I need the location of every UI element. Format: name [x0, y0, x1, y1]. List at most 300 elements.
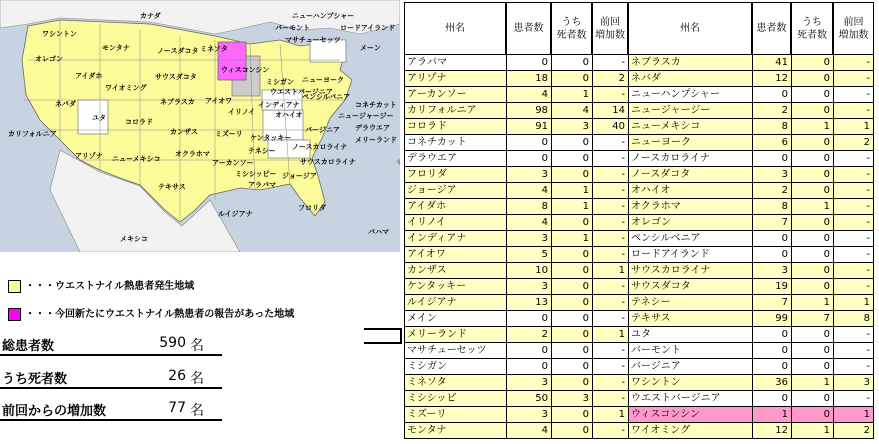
right-patients-cell: 3 — [752, 263, 791, 279]
left-state-name-cell: アイオワ — [404, 247, 506, 263]
left-patients-cell: 2 — [506, 327, 551, 343]
left-inc-cell: - — [592, 343, 628, 359]
map-label: バージニア — [305, 126, 340, 134]
right-patients-cell: 0 — [752, 391, 791, 407]
right-inc-cell: 1 — [833, 119, 874, 135]
right-inc-cell: - — [833, 263, 874, 279]
right-inc-cell: 1 — [833, 295, 874, 311]
right-state-name-cell: ウィスコンシン — [628, 407, 752, 423]
map-label: ウィスコンシン — [221, 66, 270, 74]
left-deaths-cell: 0 — [551, 311, 592, 327]
left-inc-cell: - — [592, 55, 628, 71]
right-state-name-cell: テキサス — [628, 311, 752, 327]
left-deaths-cell: 1 — [551, 231, 592, 247]
left-deaths-cell: 0 — [551, 423, 592, 439]
right-state-name-cell: ウエストバージニア — [628, 391, 752, 407]
left-state-name-cell: ルイジアナ — [404, 295, 506, 311]
map-label: バーモント — [275, 24, 310, 32]
right-state-name-cell: ペンシルベニア — [628, 231, 752, 247]
map-label: サウスダコタ — [155, 73, 197, 81]
left-patients-cell: 98 — [506, 103, 551, 119]
right-patients-cell: 1 — [752, 407, 791, 423]
map-label: ワイオミング — [105, 84, 147, 92]
map-label: ニューハンプシャー — [292, 12, 355, 20]
map-label: メーン — [360, 44, 381, 52]
left-deaths-cell: 0 — [551, 359, 592, 375]
right-patients-cell: 41 — [752, 55, 791, 71]
header-increase-right — [833, 2, 874, 55]
left-patients-cell: 4 — [506, 423, 551, 439]
table-row — [404, 311, 874, 327]
right-inc-cell: 3 — [833, 375, 874, 391]
map-label: オハイオ — [275, 111, 303, 119]
right-patients-cell: 7 — [752, 215, 791, 231]
map-label: コネチカット — [355, 101, 397, 109]
table-row — [404, 327, 874, 343]
right-deaths-cell: 0 — [791, 343, 833, 359]
right-deaths-cell: 7 — [791, 311, 833, 327]
header-patients-text: 患者数 — [756, 23, 787, 34]
left-patients-cell: 18 — [506, 71, 551, 87]
map-label: オレゴン — [35, 55, 63, 63]
table-row — [404, 247, 874, 263]
left-deaths-cell: 0 — [551, 279, 592, 295]
map-label: テキサス — [158, 183, 186, 191]
right-inc-cell: - — [833, 343, 874, 359]
map-label: ミシガン — [266, 78, 294, 86]
table-row — [404, 343, 874, 359]
left-state-name-cell: ミズーリ — [404, 407, 506, 423]
right-state-name-cell: ノースカロライナ — [628, 151, 752, 167]
map-label: ワシントン — [42, 30, 77, 38]
map-label: ニューヨーク — [302, 76, 344, 84]
map-label: ニュージャージー — [338, 112, 394, 120]
right-inc-cell: - — [833, 167, 874, 183]
right-inc-cell: - — [833, 359, 874, 375]
right-state-name-cell: ニューヨーク — [628, 135, 752, 151]
right-deaths-cell: 0 — [791, 103, 833, 119]
right-patients-cell: 0 — [752, 87, 791, 103]
left-deaths-cell: 1 — [551, 199, 592, 215]
right-deaths-cell: 0 — [791, 359, 833, 375]
table-row — [404, 119, 874, 135]
right-patients-cell: 3 — [752, 167, 791, 183]
left-inc-cell: 1 — [592, 263, 628, 279]
right-inc-cell: 2 — [833, 423, 874, 439]
summary-unit: 名 — [190, 403, 204, 419]
left-inc-cell: - — [592, 423, 628, 439]
summary-deaths — [0, 365, 222, 389]
right-state-name-cell: バーモント — [628, 343, 752, 359]
map-label: モンタナ — [102, 44, 130, 52]
right-state-name-cell: オクラホマ — [628, 199, 752, 215]
right-patients-cell: 0 — [752, 151, 791, 167]
map-label: コロラド — [125, 118, 153, 126]
left-patients-cell: 0 — [506, 343, 551, 359]
right-deaths-cell: 1 — [791, 119, 833, 135]
right-patients-cell: 8 — [752, 119, 791, 135]
map-label: アーカンソー — [212, 159, 254, 167]
left-inc-cell: 2 — [592, 71, 628, 87]
right-deaths-cell: 1 — [791, 423, 833, 439]
left-state-name-cell: インディアナ — [404, 231, 506, 247]
right-inc-cell: - — [833, 391, 874, 407]
right-inc-cell: 1 — [833, 407, 874, 423]
summary-label: 総患者数 — [2, 339, 55, 354]
left-patients-cell: 0 — [506, 311, 551, 327]
right-inc-cell: - — [833, 215, 874, 231]
left-inc-cell: - — [592, 295, 628, 311]
left-inc-cell: 40 — [592, 119, 628, 135]
left-inc-cell: - — [592, 359, 628, 375]
left-inc-cell: - — [592, 135, 628, 151]
left-inc-cell: - — [592, 215, 628, 231]
left-inc-cell: - — [592, 199, 628, 215]
left-patients-cell: 3 — [506, 407, 551, 423]
left-inc-cell: - — [592, 231, 628, 247]
right-patients-cell: 36 — [752, 375, 791, 391]
right-deaths-cell: 0 — [791, 279, 833, 295]
right-state-name-cell: ユタ — [628, 327, 752, 343]
map-label: ノースカロライナ — [292, 143, 348, 151]
right-deaths-cell: 0 — [791, 135, 833, 151]
right-state-name-cell: サウスダコタ — [628, 279, 752, 295]
left-deaths-cell: 0 — [551, 167, 592, 183]
left-deaths-cell: 0 — [551, 151, 592, 167]
left-deaths-cell: 3 — [551, 119, 592, 135]
map-label: ノースダコタ — [157, 47, 199, 55]
left-patients-cell: 3 — [506, 167, 551, 183]
left-inc-cell: 1 — [592, 407, 628, 423]
state-table — [404, 2, 874, 440]
left-state-name-cell: カンザス — [404, 263, 506, 279]
right-state-name-cell: サウスカロライナ — [628, 263, 752, 279]
summary-value: 26 — [168, 368, 186, 384]
left-patients-cell: 3 — [506, 279, 551, 295]
left-patients-cell: 4 — [506, 215, 551, 231]
right-state-name-cell: ネバダ — [628, 71, 752, 87]
right-inc-cell: - — [833, 247, 874, 263]
header-deaths-left — [551, 2, 592, 55]
header-increase-top: 前回 — [843, 16, 864, 28]
right-patients-cell: 0 — [752, 231, 791, 247]
right-deaths-cell: 0 — [791, 151, 833, 167]
summary-total-patients — [0, 332, 222, 356]
left-state-name-cell: メリーランド — [404, 327, 506, 343]
map-label: メキシコ — [120, 235, 148, 243]
right-inc-cell: - — [833, 87, 874, 103]
left-deaths-cell: 0 — [551, 343, 592, 359]
right-deaths-cell: 0 — [791, 55, 833, 71]
connector-bracket — [364, 328, 402, 344]
map-label: フロリダ — [298, 204, 326, 212]
header-increase-top: 前回 — [600, 16, 620, 28]
legend-magenta-text: ・・・今回新たにウエストナイル熱患者の報告があった地域 — [25, 309, 295, 320]
right-state-name-cell: オハイオ — [628, 183, 752, 199]
map-label: ミネソタ — [200, 45, 228, 53]
right-state-name-cell: ワイオミング — [628, 423, 752, 439]
table-row — [404, 375, 874, 391]
legend-swatch-yellow — [8, 280, 21, 293]
legend-magenta — [8, 305, 294, 321]
right-deaths-cell: 0 — [791, 391, 833, 407]
map-label: インディアナ — [258, 101, 300, 109]
right-patients-cell: 19 — [752, 279, 791, 295]
left-patients-cell: 91 — [506, 119, 551, 135]
left-state-name-cell: デラウエア — [404, 151, 506, 167]
header-deaths-top: うち — [561, 16, 582, 28]
map-label: ウエストバージニア — [270, 88, 333, 96]
left-state-name-cell: カリフォルニア — [404, 103, 506, 119]
right-deaths-cell: 0 — [791, 183, 833, 199]
map-label: テネシー — [248, 147, 276, 155]
table-row — [404, 87, 874, 103]
map-label: ミズーリ — [215, 130, 243, 138]
left-deaths-cell: 0 — [551, 407, 592, 423]
left-inc-cell: 14 — [592, 103, 628, 119]
header-state-right — [628, 2, 752, 55]
table-row — [404, 151, 874, 167]
table-row — [404, 71, 874, 87]
left-deaths-cell: 0 — [551, 327, 592, 343]
header-state-text: 州名 — [445, 23, 465, 34]
left-patients-cell: 0 — [506, 151, 551, 167]
right-patients-cell: 12 — [752, 423, 791, 439]
summary-unit: 名 — [190, 371, 204, 387]
right-state-name-cell: テネシー — [628, 295, 752, 311]
map-label: ルイジアナ — [218, 210, 253, 218]
left-state-name-cell: アーカンソー — [404, 87, 506, 103]
left-deaths-cell: 0 — [551, 295, 592, 311]
right-deaths-cell: 0 — [791, 215, 833, 231]
map-label: カナダ — [140, 12, 161, 20]
map-label: ロードアイランド — [340, 24, 396, 32]
legend-yellow-text: ・・・ウエストナイル熱患者発生地域 — [25, 281, 195, 292]
map-label: マサチューセッツ — [285, 36, 341, 44]
right-inc-cell: - — [833, 199, 874, 215]
right-state-name-cell: ニューハンプシャー — [628, 87, 752, 103]
right-deaths-cell: 0 — [791, 87, 833, 103]
table-row — [404, 167, 874, 183]
left-state-name-cell: ケンタッキー — [404, 279, 506, 295]
right-inc-cell: - — [833, 55, 874, 71]
summary-increase — [0, 397, 222, 421]
left-inc-cell: - — [592, 391, 628, 407]
right-state-name-cell: ニューメキシコ — [628, 119, 752, 135]
right-deaths-cell: 0 — [791, 71, 833, 87]
right-state-name-cell: バージニア — [628, 359, 752, 375]
right-inc-cell: - — [833, 71, 874, 87]
map-label: カリフォルニア — [8, 130, 57, 138]
right-inc-cell: - — [833, 231, 874, 247]
left-state-name-cell: イリノイ — [404, 215, 506, 231]
map-label: メリーランド — [355, 136, 397, 144]
header-patients-text: 患者数 — [513, 23, 544, 34]
left-deaths-cell: 1 — [551, 87, 592, 103]
header-state-text: 州名 — [680, 23, 700, 34]
left-patients-cell: 10 — [506, 263, 551, 279]
right-deaths-cell: 0 — [791, 167, 833, 183]
legend-swatch-magenta — [8, 308, 21, 321]
table-row — [404, 423, 874, 439]
header-state-left — [404, 2, 506, 55]
left-patients-cell: 5 — [506, 247, 551, 263]
left-deaths-cell: 0 — [551, 55, 592, 71]
left-state-name-cell: アラバマ — [404, 55, 506, 71]
map-label: デラウエア — [355, 124, 390, 132]
table-row — [404, 135, 874, 151]
left-state-name-cell: フロリダ — [404, 167, 506, 183]
left-inc-cell: - — [592, 279, 628, 295]
left-state-name-cell: アイダホ — [404, 199, 506, 215]
map-label: サウスカロライナ — [300, 158, 356, 166]
left-patients-cell: 4 — [506, 183, 551, 199]
table-row — [404, 103, 874, 119]
right-deaths-cell: 0 — [791, 247, 833, 263]
right-patients-cell: 8 — [752, 199, 791, 215]
right-inc-cell: - — [833, 103, 874, 119]
left-state-name-cell: マサチューセッツ — [404, 343, 506, 359]
map-label: アラバマ — [248, 181, 276, 189]
left-state-name-cell: ミシガン — [404, 359, 506, 375]
left-deaths-cell: 0 — [551, 375, 592, 391]
left-state-name-cell: アリゾナ — [404, 71, 506, 87]
table-row — [404, 215, 874, 231]
left-inc-cell: - — [592, 375, 628, 391]
header-increase-bottom: 増加数 — [595, 29, 625, 41]
right-inc-cell: - — [833, 183, 874, 199]
table-row — [404, 391, 874, 407]
table-row — [404, 279, 874, 295]
map-label: ネバダ — [55, 100, 76, 108]
header-deaths-bottom: 死者数 — [797, 29, 827, 41]
map-label: ユタ — [92, 114, 106, 122]
summary-value: 590 — [159, 335, 186, 351]
left-inc-cell: - — [592, 167, 628, 183]
left-state-name-cell: ミネソタ — [404, 375, 506, 391]
table-row — [404, 183, 874, 199]
left-patients-cell: 3 — [506, 375, 551, 391]
left-deaths-cell: 0 — [551, 135, 592, 151]
table-row — [404, 295, 874, 311]
left-deaths-cell: 0 — [551, 263, 592, 279]
left-deaths-cell: 0 — [551, 247, 592, 263]
left-inc-cell: - — [592, 87, 628, 103]
map-label: ジョージア — [282, 172, 317, 180]
summary-label: うち死者数 — [2, 372, 68, 387]
right-state-name-cell: オレゴン — [628, 215, 752, 231]
right-deaths-cell: 0 — [791, 407, 833, 423]
right-patients-cell: 0 — [752, 327, 791, 343]
right-deaths-cell: 1 — [791, 199, 833, 215]
left-patients-cell: 0 — [506, 359, 551, 375]
table-row — [404, 407, 874, 423]
left-patients-cell: 0 — [506, 55, 551, 71]
right-state-name-cell: ネブラスカ — [628, 55, 752, 71]
legend-yellow — [8, 277, 194, 293]
map-label: カンザス — [170, 128, 198, 136]
map-label: ペンシルバニア — [302, 93, 351, 101]
right-patients-cell: 7 — [752, 295, 791, 311]
left-inc-cell: 1 — [592, 327, 628, 343]
table-row — [404, 263, 874, 279]
map-label: アリゾナ — [75, 152, 103, 160]
left-inc-cell: - — [592, 151, 628, 167]
right-deaths-cell: 1 — [791, 295, 833, 311]
right-state-name-cell: ワシントン — [628, 375, 752, 391]
left-patients-cell: 8 — [506, 199, 551, 215]
header-increase-left — [592, 2, 628, 55]
map-label: イリノイ — [228, 108, 256, 116]
right-patients-cell: 0 — [752, 343, 791, 359]
left-patients-cell: 0 — [506, 135, 551, 151]
us-map — [0, 0, 400, 252]
table-row — [404, 231, 874, 247]
right-deaths-cell: 1 — [791, 375, 833, 391]
right-patients-cell: 2 — [752, 183, 791, 199]
left-state-name-cell: コロラド — [404, 119, 506, 135]
summary-value: 77 — [168, 400, 186, 416]
map-label: アイダホ — [75, 72, 103, 80]
map-label: ニューメキシコ — [112, 155, 161, 163]
right-patients-cell: 99 — [752, 311, 791, 327]
table-row — [404, 199, 874, 215]
left-deaths-cell: 0 — [551, 215, 592, 231]
right-state-name-cell: ニュージャージー — [628, 103, 752, 119]
map-label: オクラホマ — [175, 150, 210, 158]
header-deaths-right — [791, 2, 833, 55]
right-patients-cell: 6 — [752, 135, 791, 151]
left-state-name-cell: ミシシッピ — [404, 391, 506, 407]
right-state-name-cell: ロードアイランド — [628, 247, 752, 263]
map-label: ミシシッピー — [235, 170, 277, 178]
right-patients-cell: 0 — [752, 359, 791, 375]
left-state-name-cell: モンタナ — [404, 423, 506, 439]
right-deaths-cell: 0 — [791, 231, 833, 247]
header-deaths-top: うち — [802, 16, 822, 28]
summary-label: 前回からの増加数 — [2, 404, 107, 419]
left-patients-cell: 50 — [506, 391, 551, 407]
left-patients-cell: 4 — [506, 87, 551, 103]
map-label: ケンタッキー — [250, 134, 292, 142]
right-inc-cell: - — [833, 327, 874, 343]
left-patients-cell: 3 — [506, 231, 551, 247]
header-patients-right — [752, 2, 791, 55]
map-label: アイオワ — [205, 97, 233, 105]
header-increase-bottom: 増加数 — [838, 29, 869, 41]
header-patients-left — [506, 2, 551, 55]
right-state-name-cell: ノースダコタ — [628, 167, 752, 183]
header-deaths-bottom: 死者数 — [556, 29, 587, 41]
right-inc-cell: - — [833, 279, 874, 295]
right-inc-cell: - — [833, 151, 874, 167]
left-state-name-cell: メイン — [404, 311, 506, 327]
left-deaths-cell: 3 — [551, 391, 592, 407]
map-label: ネブラスカ — [160, 98, 195, 106]
right-inc-cell: 2 — [833, 135, 874, 151]
left-deaths-cell: 0 — [551, 71, 592, 87]
right-inc-cell: 8 — [833, 311, 874, 327]
summary-unit: 名 — [190, 338, 204, 354]
left-state-name-cell: ジョージア — [404, 183, 506, 199]
left-inc-cell: - — [592, 247, 628, 263]
right-patients-cell: 0 — [752, 247, 791, 263]
left-inc-cell: - — [592, 183, 628, 199]
left-inc-cell: - — [592, 311, 628, 327]
left-deaths-cell: 4 — [551, 103, 592, 119]
right-deaths-cell: 0 — [791, 263, 833, 279]
left-patients-cell: 13 — [506, 295, 551, 311]
